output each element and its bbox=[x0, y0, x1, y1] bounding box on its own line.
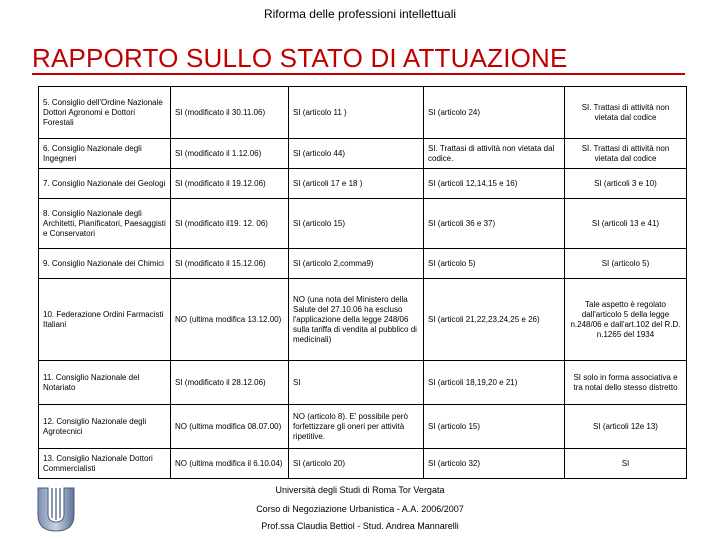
table-cell: SI (modificato il 28.12.06) bbox=[171, 361, 289, 405]
table-cell: NO (ultima modifica 13.12.00) bbox=[171, 279, 289, 361]
table-row bbox=[39, 449, 687, 479]
table-row bbox=[39, 199, 687, 249]
table-cell: SI (articolo 24) bbox=[424, 87, 565, 139]
table-row bbox=[39, 249, 687, 279]
table-cell: SI (articoli 21,22,23,24,25 e 26) bbox=[424, 279, 565, 361]
table-cell: NO (ultima modifica il 6.10.04) bbox=[171, 449, 289, 479]
table-cell: SI (articoli 18,19,20 e 21) bbox=[424, 361, 565, 405]
table-cell: SI (articoli 3 e 10) bbox=[565, 169, 687, 199]
table-cell: SI (articolo 11 ) bbox=[289, 87, 424, 139]
table-row bbox=[39, 139, 687, 169]
table-cell: 10. Federazione Ordini Farmacisti Italiani bbox=[39, 279, 171, 361]
footer-authors: Prof.ssa Claudia Bettiol - Stud. Andrea Mannarelli bbox=[261, 521, 459, 531]
table-cell: SI (articoli 36 e 37) bbox=[424, 199, 565, 249]
title-underline bbox=[32, 73, 685, 75]
table-cell: 8. Consiglio Nazionale degli Architetti, Pianificatori, Paesaggisti e Conservatori bbox=[39, 199, 171, 249]
table-row bbox=[39, 279, 687, 361]
table-cell: SI (articoli 13 e 41) bbox=[565, 199, 687, 249]
table-cell: NO (una nota del Ministero della Salute del 27.10.06 ha escluso l'applicazione della legge 248/06 sulla tariffa di vendita al pubblico di medicinali) bbox=[289, 279, 424, 361]
table-cell: NO (ultima modifica 08.07.00) bbox=[171, 405, 289, 449]
table-cell: SI. Trattasi di attività non vietata dal codice bbox=[565, 87, 687, 139]
table-cell: SI solo in forma associativa e tra notai dello stesso distretto bbox=[565, 361, 687, 405]
table-cell: SI (articoli 12e 13) bbox=[565, 405, 687, 449]
table-cell: SI. Trattasi di attività non vietata dal codice bbox=[565, 139, 687, 169]
table-cell: SI (articolo 20) bbox=[289, 449, 424, 479]
footer-university: Università degli Studi di Roma Tor Vergata bbox=[275, 485, 445, 495]
table-cell: SI (articolo 5) bbox=[565, 249, 687, 279]
table-cell: SI (articolo 44) bbox=[289, 139, 424, 169]
table-cell: SI. Trattasi di attività non vietata dal codice. bbox=[424, 139, 565, 169]
table-cell: SI (articoli 17 e 18 ) bbox=[289, 169, 424, 199]
table-cell: SI bbox=[289, 361, 424, 405]
table-row bbox=[39, 87, 687, 139]
table-cell: Tale aspetto è regolato dall'articolo 5 della legge n.248/06 e dall'art.102 del R.D. n.1265 del 1934 bbox=[565, 279, 687, 361]
table-cell: 9. Consiglio Nazionale dei Chimici bbox=[39, 249, 171, 279]
page-header: Riforma delle professioni intellettuali bbox=[263, 7, 457, 21]
table-cell: NO (articolo 8). E' possibile però forfettizzare gli oneri per attività ripetitive. bbox=[289, 405, 424, 449]
table-cell: SI (articolo 2,comma9) bbox=[289, 249, 424, 279]
table-cell: 5. Consiglio dell'Ordine Nazionale Dottori Agronomi e Dottori Forestali bbox=[39, 87, 171, 139]
table-cell: 12. Consiglio Nazionale degli Agrotecnici bbox=[39, 405, 171, 449]
table-cell: 13. Consiglio Nazionale Dottori Commercialisti bbox=[39, 449, 171, 479]
table-cell: 11. Consiglio Nazionale del Notariato bbox=[39, 361, 171, 405]
table-row bbox=[39, 361, 687, 405]
table-cell: SI (articolo 32) bbox=[424, 449, 565, 479]
table-row bbox=[39, 405, 687, 449]
table-cell: SI (modificato il19. 12. 06) bbox=[171, 199, 289, 249]
table-cell: SI bbox=[565, 449, 687, 479]
table-row bbox=[39, 169, 687, 199]
table-cell: SI (modificato il 19.12.06) bbox=[171, 169, 289, 199]
table-cell: 6. Consiglio Nazionale degli Ingegneri bbox=[39, 139, 171, 169]
status-table bbox=[38, 86, 687, 479]
table-cell: SI (articolo 15) bbox=[424, 405, 565, 449]
table-cell: SI (modificato il 15.12.06) bbox=[171, 249, 289, 279]
table-cell: SI (modificato il 1.12.06) bbox=[171, 139, 289, 169]
page-title: RAPPORTO SULLO STATO DI ATTUAZIONE bbox=[32, 43, 568, 73]
footer-course: Corso di Negoziazione Urbanistica - A.A. 2006/2007 bbox=[256, 504, 464, 514]
table-cell: SI (articolo 5) bbox=[424, 249, 565, 279]
table-cell: SI (articolo 15) bbox=[289, 199, 424, 249]
table-cell: 7. Consiglio Nazionale dei Geologi bbox=[39, 169, 171, 199]
table-cell: SI (modificato il 30.11.06) bbox=[171, 87, 289, 139]
table-cell: SI (articoli 12,14,15 e 16) bbox=[424, 169, 565, 199]
